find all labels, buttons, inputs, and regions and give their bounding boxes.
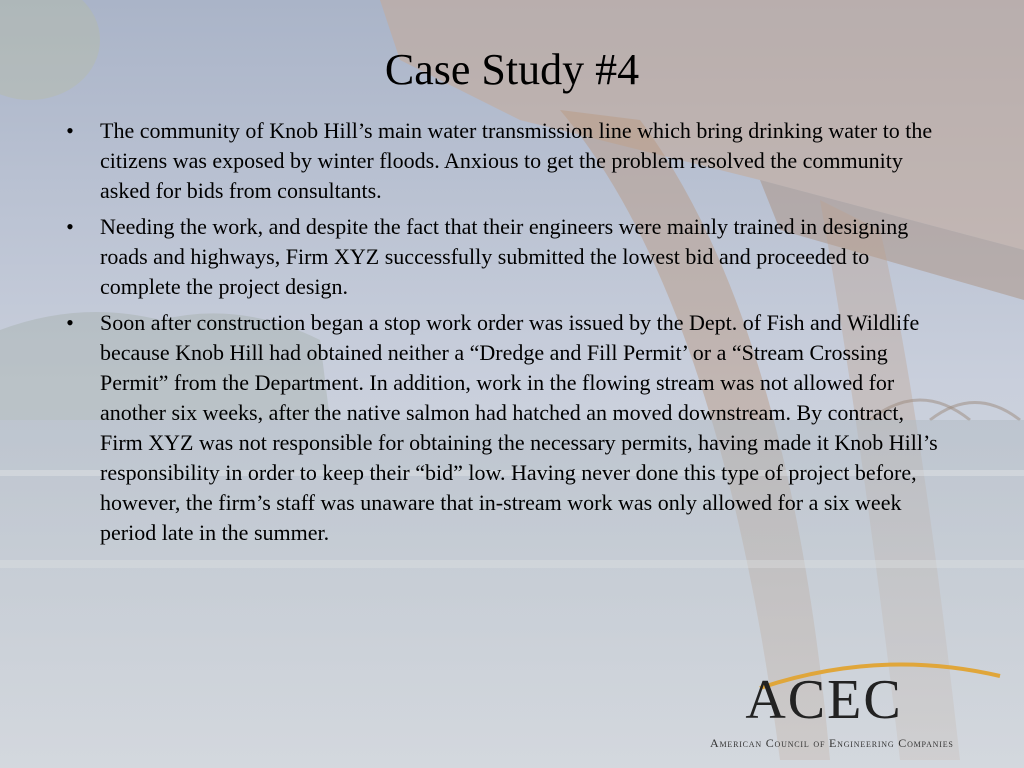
bullet-dot: • <box>66 214 74 239</box>
bullet-item <box>60 212 940 302</box>
bullet-dot: • <box>66 310 74 335</box>
bullet-text: Soon after construction began a stop work order was issued by the Dept. of Fish and Wildlife because Knob Hill had obtained neither a “Dredge and Fill Permit’ or a “Stream Crossing Permit” from the Department. In addition, work in the flowing stream was not allowed for another six weeks, after the native salmon had hatched an moved downstream. By contract, Firm XYZ was not responsible for obtaining the necessary permits, having made it Knob Hill’s responsibility in order to keep their “bid” low. Having never done this type of project before, however, the firm’s staff was unaware that in-stream work was only allowed for a six week period late in the summer. <box>100 310 938 545</box>
slide-title: Case Study #4 <box>384 45 640 94</box>
bullet-text: The community of Knob Hill’s main water transmission line which bring drinking water to the citizens was exposed by winter floods. Anxious to get the problem resolved the community asked for bids from consultants. <box>100 118 933 203</box>
logo-tagline: American Council of Engineering Companies <box>710 736 954 750</box>
bullet-dot: • <box>66 118 74 143</box>
bullet-item <box>60 308 940 548</box>
bullet-text: Needing the work, and despite the fact that their engineers were mainly trained in designing roads and highways, Firm XYZ successfully submitted the lowest bid and proceeded to complete the project design. <box>100 214 909 299</box>
acec-logo <box>700 650 1020 760</box>
bullet-list <box>60 116 940 554</box>
logo-wordmark: ACEC <box>745 669 903 731</box>
bullet-item <box>60 116 940 206</box>
